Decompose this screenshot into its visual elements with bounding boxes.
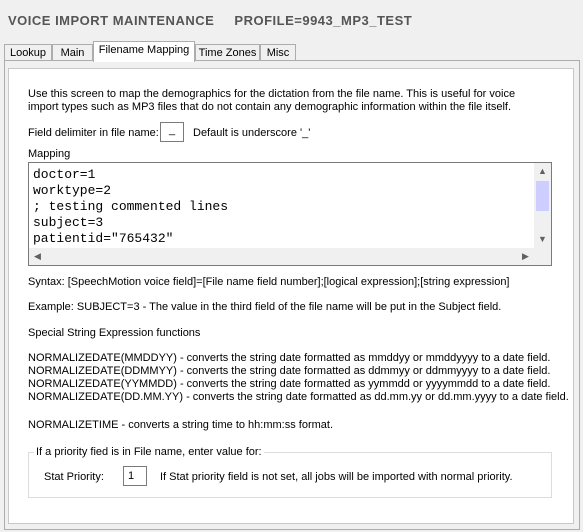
scroll-down-icon[interactable]: ▼: [538, 234, 547, 244]
profile-label: PROFILE=9943_MP3_TEST: [234, 13, 413, 28]
scroll-left-icon[interactable]: ◀: [34, 251, 41, 261]
normalizetime-text: NORMALIZETIME - converts a string time to hh:mm:ss format.: [28, 419, 334, 431]
mapping-label: Mapping: [28, 148, 71, 160]
delimiter-input[interactable]: _: [160, 122, 184, 142]
special-heading: Special String Expression functions: [28, 327, 201, 339]
syntax-text: Syntax: [SpeechMotion voice field]=[File name field number];[logical expression];[string expression]: [28, 276, 510, 288]
tab-time-zones[interactable]: Time Zones: [195, 44, 260, 61]
tab-filename-mapping[interactable]: Filename Mapping: [93, 41, 195, 62]
delimiter-label: Field delimiter in file name:: [28, 127, 159, 139]
function-item: NORMALIZEDATE(DDMMYY) - converts the string date formatted as ddmmyy or ddmmyyyy to a date field.: [28, 365, 551, 377]
function-item: NORMALIZEDATE(YYMMDD) - converts the string date formatted as yymmdd or yyyymmdd to a date field.: [28, 378, 551, 390]
tab-lookup[interactable]: Lookup: [4, 44, 52, 61]
window-title: [8, 13, 428, 28]
mapping-content[interactable]: doctor=1 worktype=2 ; testing commented lines subject=3 patientid="765432": [33, 167, 229, 246]
mapping-horizontal-scrollbar[interactable]: [29, 248, 551, 265]
page-title: VOICE IMPORT MAINTENANCE: [8, 13, 215, 28]
delimiter-hint: Default is underscore '_': [193, 127, 311, 139]
scroll-right-icon[interactable]: ▶: [522, 251, 529, 261]
scroll-up-icon[interactable]: ▲: [538, 166, 547, 176]
function-item: NORMALIZEDATE(DD.MM.YY) - converts the string date formatted as dd.mm.yy or dd.mm.yyyy to a date field.: [28, 391, 569, 403]
stat-priority-input[interactable]: 1: [123, 466, 147, 486]
scroll-thumb[interactable]: [536, 181, 549, 211]
mapping-textarea[interactable]: [28, 162, 552, 266]
tab-misc[interactable]: Misc: [260, 44, 296, 61]
priority-group-label: If a priority fied is in File name, enter value for:: [36, 446, 262, 458]
description-text: Use this screen to map the demographics for the dictation from the file name. This is useful for voice import types such as MP3 files that do not contain any demographic information within the file itself.: [28, 88, 516, 113]
stat-priority-label: Stat Priority:: [44, 471, 104, 483]
tab-main[interactable]: Main: [52, 44, 93, 61]
example-text: Example: SUBJECT=3 - The value in the third field of the file name will be put in the Subject field.: [28, 301, 502, 313]
function-item: NORMALIZEDATE(MMDDYY) - converts the string date formatted as mmddyy or mmddyyyy to a date field.: [28, 352, 551, 364]
stat-priority-note: If Stat priority field is not set, all jobs will be imported with normal priority.: [160, 471, 513, 483]
mapping-vertical-scrollbar[interactable]: [534, 163, 551, 249]
